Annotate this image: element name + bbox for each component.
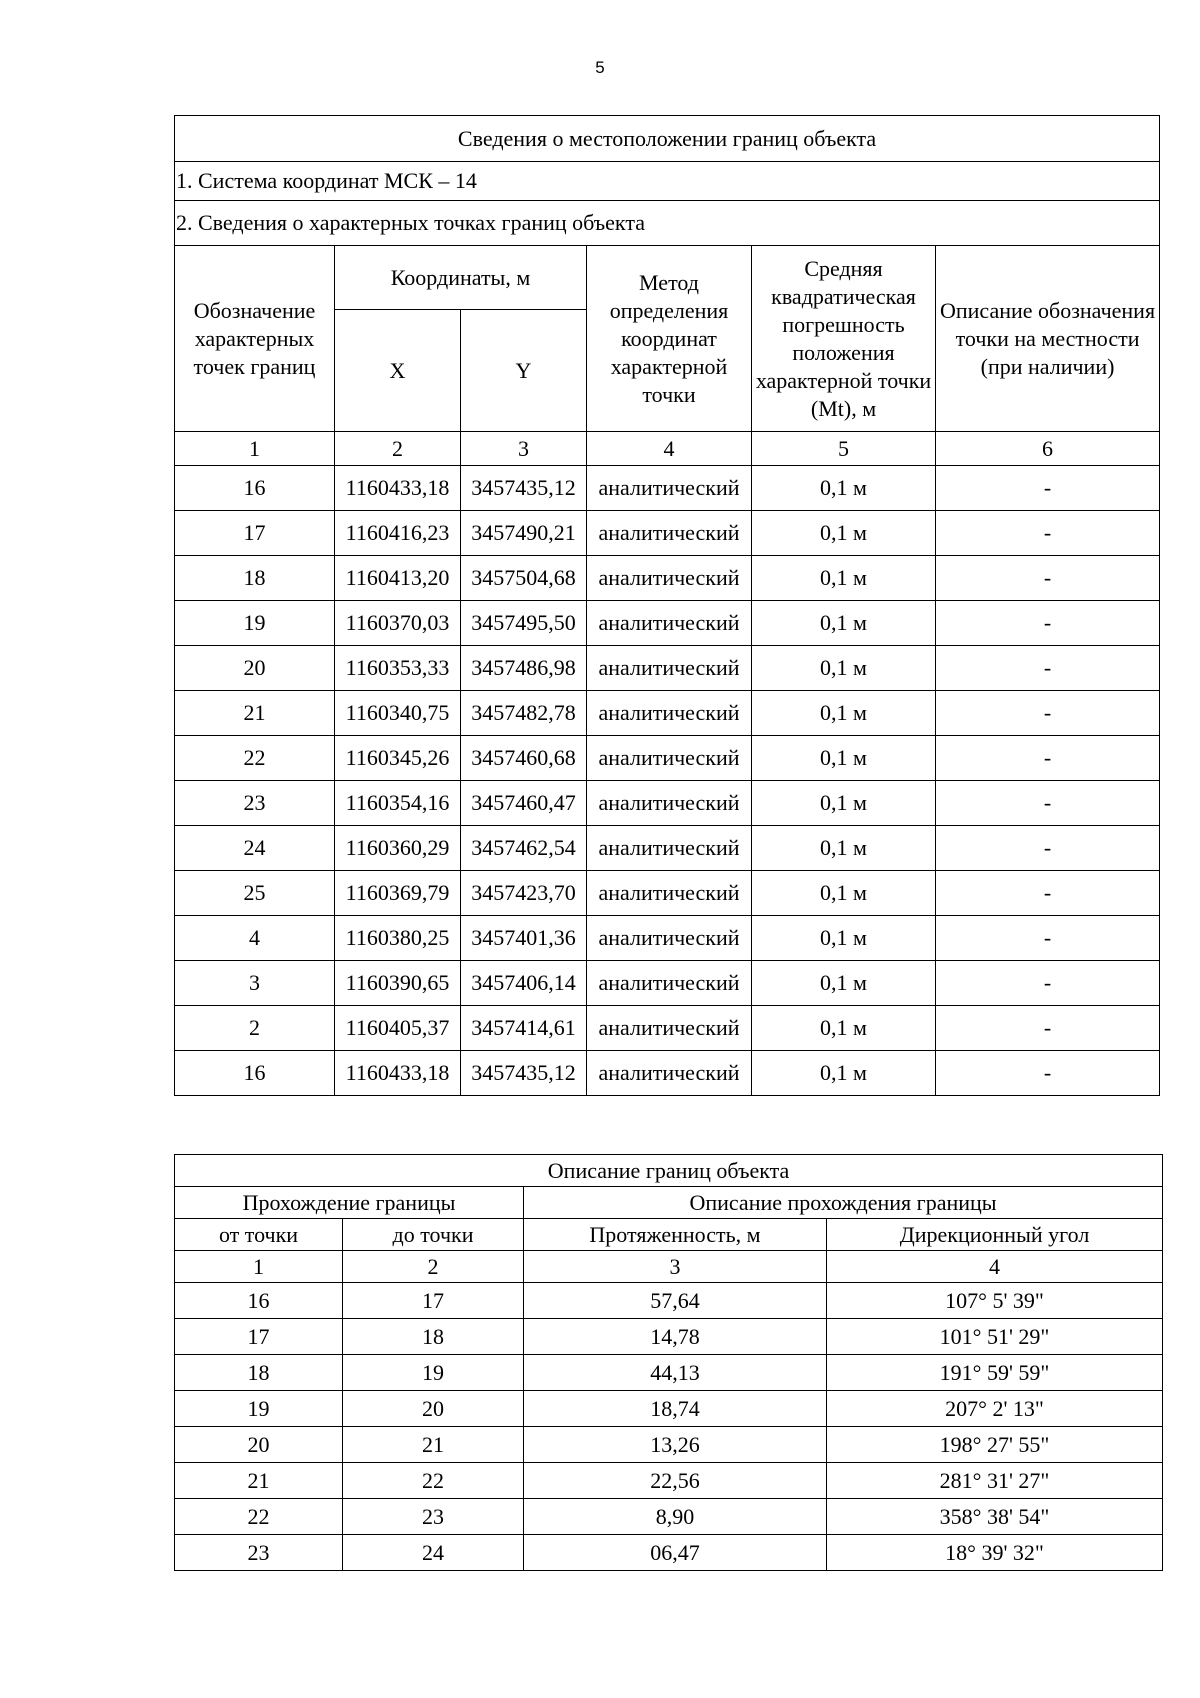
boundary-description-table <box>174 1154 1163 1571</box>
table-row <box>175 1006 1160 1051</box>
cell-angle: 198° 27' 55" <box>827 1427 1163 1463</box>
cell-y: 3457462,54 <box>461 826 587 871</box>
cell-error: 0,1 м <box>752 1006 936 1051</box>
cell-y: 3457435,12 <box>461 1051 587 1096</box>
cell-error: 0,1 м <box>752 511 936 556</box>
header-description: Описание обозначения точки на местности (при наличии) <box>936 246 1160 432</box>
column-numbers-row <box>175 1251 1163 1283</box>
cell-from: 20 <box>175 1427 343 1463</box>
header-from-point: от точки <box>175 1219 343 1251</box>
cell-y: 3457460,68 <box>461 736 587 781</box>
table-row <box>175 601 1160 646</box>
column-number: 3 <box>461 432 587 466</box>
cell-x: 1160353,33 <box>335 646 461 691</box>
cell-y: 3457482,78 <box>461 691 587 736</box>
cell-x: 1160416,23 <box>335 511 461 556</box>
cell-angle: 358° 38' 54" <box>827 1499 1163 1535</box>
cell-method: аналитический <box>587 781 752 826</box>
cell-from: 23 <box>175 1535 343 1571</box>
cell-description: - <box>936 781 1160 826</box>
cell-length: 57,64 <box>524 1283 827 1319</box>
cell-method: аналитический <box>587 916 752 961</box>
cell-length: 13,26 <box>524 1427 827 1463</box>
table-row <box>175 781 1160 826</box>
header-passage: Прохождение границы <box>175 1187 524 1219</box>
table-row <box>175 1283 1163 1319</box>
cell-description: - <box>936 556 1160 601</box>
cell-y: 3457495,50 <box>461 601 587 646</box>
cell-point: 22 <box>175 736 335 781</box>
table2-title: Описание границ объекта <box>175 1155 1163 1187</box>
table-row <box>175 1051 1160 1096</box>
cell-error: 0,1 м <box>752 646 936 691</box>
cell-error: 0,1 м <box>752 601 936 646</box>
table-row <box>175 646 1160 691</box>
cell-to: 19 <box>343 1355 524 1391</box>
page-number: 5 <box>595 58 605 77</box>
cell-angle: 101° 51' 29" <box>827 1319 1163 1355</box>
cell-point: 16 <box>175 1051 335 1096</box>
boundary-points-table <box>174 115 1160 1096</box>
cell-x: 1160380,25 <box>335 916 461 961</box>
cell-error: 0,1 м <box>752 736 936 781</box>
cell-from: 22 <box>175 1499 343 1535</box>
header-x: X <box>335 310 461 432</box>
cell-from: 16 <box>175 1283 343 1319</box>
cell-angle: 207° 2' 13" <box>827 1391 1163 1427</box>
cell-to: 24 <box>343 1535 524 1571</box>
cell-error: 0,1 м <box>752 826 936 871</box>
cell-to: 20 <box>343 1391 524 1427</box>
cell-error: 0,1 м <box>752 961 936 1006</box>
cell-length: 22,56 <box>524 1463 827 1499</box>
cell-x: 1160354,16 <box>335 781 461 826</box>
cell-from: 17 <box>175 1319 343 1355</box>
column-number: 6 <box>936 432 1160 466</box>
cell-y: 3457504,68 <box>461 556 587 601</box>
table-row <box>175 1535 1163 1571</box>
column-numbers-row <box>175 432 1160 466</box>
header-method: Метод определения координат характерной точки <box>587 246 752 432</box>
cell-from: 18 <box>175 1355 343 1391</box>
cell-from: 21 <box>175 1463 343 1499</box>
cell-y: 3457414,61 <box>461 1006 587 1051</box>
cell-point: 19 <box>175 601 335 646</box>
cell-description: - <box>936 691 1160 736</box>
cell-description: - <box>936 1006 1160 1051</box>
header-length: Протяженность, м <box>524 1219 827 1251</box>
table-row <box>175 1319 1163 1355</box>
cell-y: 3457401,36 <box>461 916 587 961</box>
cell-point: 24 <box>175 826 335 871</box>
column-number: 4 <box>587 432 752 466</box>
cell-method: аналитический <box>587 961 752 1006</box>
cell-point: 25 <box>175 871 335 916</box>
cell-description: - <box>936 871 1160 916</box>
header-to-point: до точки <box>343 1219 524 1251</box>
header-angle: Дирекционный угол <box>827 1219 1163 1251</box>
cell-error: 0,1 м <box>752 1051 936 1096</box>
cell-description: - <box>936 601 1160 646</box>
cell-method: аналитический <box>587 1051 752 1096</box>
cell-to: 21 <box>343 1427 524 1463</box>
cell-point: 21 <box>175 691 335 736</box>
cell-angle: 281° 31' 27" <box>827 1463 1163 1499</box>
cell-x: 1160390,65 <box>335 961 461 1006</box>
header-coordinates: Координаты, м <box>335 246 587 310</box>
table-row <box>175 961 1160 1006</box>
cell-description: - <box>936 916 1160 961</box>
cell-point: 2 <box>175 1006 335 1051</box>
cell-from: 19 <box>175 1391 343 1427</box>
cell-method: аналитический <box>587 556 752 601</box>
table-row <box>175 1427 1163 1463</box>
cell-to: 17 <box>343 1283 524 1319</box>
cell-description: - <box>936 826 1160 871</box>
cell-length: 8,90 <box>524 1499 827 1535</box>
table-row <box>175 1499 1163 1535</box>
cell-to: 18 <box>343 1319 524 1355</box>
cell-description: - <box>936 646 1160 691</box>
coordinate-system: 1. Система координат МСК – 14 <box>175 162 1160 201</box>
cell-x: 1160413,20 <box>335 556 461 601</box>
table-row <box>175 871 1160 916</box>
cell-length: 14,78 <box>524 1319 827 1355</box>
cell-x: 1160345,26 <box>335 736 461 781</box>
table-row <box>175 1463 1163 1499</box>
header-y: Y <box>461 310 587 432</box>
cell-error: 0,1 м <box>752 466 936 511</box>
cell-method: аналитический <box>587 691 752 736</box>
column-number: 3 <box>524 1251 827 1283</box>
cell-method: аналитический <box>587 736 752 781</box>
cell-x: 1160340,75 <box>335 691 461 736</box>
cell-to: 22 <box>343 1463 524 1499</box>
cell-point: 3 <box>175 961 335 1006</box>
table-row <box>175 826 1160 871</box>
cell-y: 3457486,98 <box>461 646 587 691</box>
cell-point: 20 <box>175 646 335 691</box>
cell-x: 1160405,37 <box>335 1006 461 1051</box>
cell-point: 18 <box>175 556 335 601</box>
table-row <box>175 556 1160 601</box>
cell-method: аналитический <box>587 511 752 556</box>
cell-description: - <box>936 961 1160 1006</box>
cell-method: аналитический <box>587 871 752 916</box>
cell-method: аналитический <box>587 646 752 691</box>
cell-y: 3457423,70 <box>461 871 587 916</box>
cell-error: 0,1 м <box>752 781 936 826</box>
cell-length: 18,74 <box>524 1391 827 1427</box>
cell-x: 1160370,03 <box>335 601 461 646</box>
column-number: 5 <box>752 432 936 466</box>
cell-x: 1160369,79 <box>335 871 461 916</box>
cell-to: 23 <box>343 1499 524 1535</box>
cell-point: 23 <box>175 781 335 826</box>
column-number: 4 <box>827 1251 1163 1283</box>
column-number: 1 <box>175 432 335 466</box>
points-heading: 2. Сведения о характерных точках границ объекта <box>175 201 1160 246</box>
cell-length: 06,47 <box>524 1535 827 1571</box>
cell-description: - <box>936 466 1160 511</box>
column-number: 2 <box>335 432 461 466</box>
column-number: 1 <box>175 1251 343 1283</box>
cell-error: 0,1 м <box>752 556 936 601</box>
cell-length: 44,13 <box>524 1355 827 1391</box>
cell-x: 1160360,29 <box>335 826 461 871</box>
table-row <box>175 466 1160 511</box>
cell-description: - <box>936 736 1160 781</box>
column-number: 2 <box>343 1251 524 1283</box>
header-error: Средняя квадратическая погрешность положения характерной точки (Mt), м <box>752 246 936 432</box>
cell-description: - <box>936 1051 1160 1096</box>
cell-angle: 191° 59' 59" <box>827 1355 1163 1391</box>
cell-error: 0,1 м <box>752 871 936 916</box>
table-row <box>175 916 1160 961</box>
cell-method: аналитический <box>587 1006 752 1051</box>
header-designation: Обозначение характерных точек границ <box>175 246 335 432</box>
cell-y: 3457460,47 <box>461 781 587 826</box>
header-passage-description: Описание прохождения границы <box>524 1187 1163 1219</box>
table-row <box>175 736 1160 781</box>
table-row <box>175 1391 1163 1427</box>
cell-error: 0,1 м <box>752 916 936 961</box>
cell-angle: 18° 39' 32" <box>827 1535 1163 1571</box>
cell-y: 3457435,12 <box>461 466 587 511</box>
cell-point: 16 <box>175 466 335 511</box>
cell-method: аналитический <box>587 826 752 871</box>
cell-x: 1160433,18 <box>335 1051 461 1096</box>
cell-description: - <box>936 511 1160 556</box>
cell-x: 1160433,18 <box>335 466 461 511</box>
cell-y: 3457490,21 <box>461 511 587 556</box>
table-title: Сведения о местоположении границ объекта <box>175 116 1160 162</box>
cell-error: 0,1 м <box>752 691 936 736</box>
cell-method: аналитический <box>587 601 752 646</box>
cell-point: 4 <box>175 916 335 961</box>
table-row <box>175 511 1160 556</box>
table-row <box>175 1355 1163 1391</box>
table-row <box>175 691 1160 736</box>
cell-method: аналитический <box>587 466 752 511</box>
cell-angle: 107° 5' 39" <box>827 1283 1163 1319</box>
cell-point: 17 <box>175 511 335 556</box>
cell-y: 3457406,14 <box>461 961 587 1006</box>
